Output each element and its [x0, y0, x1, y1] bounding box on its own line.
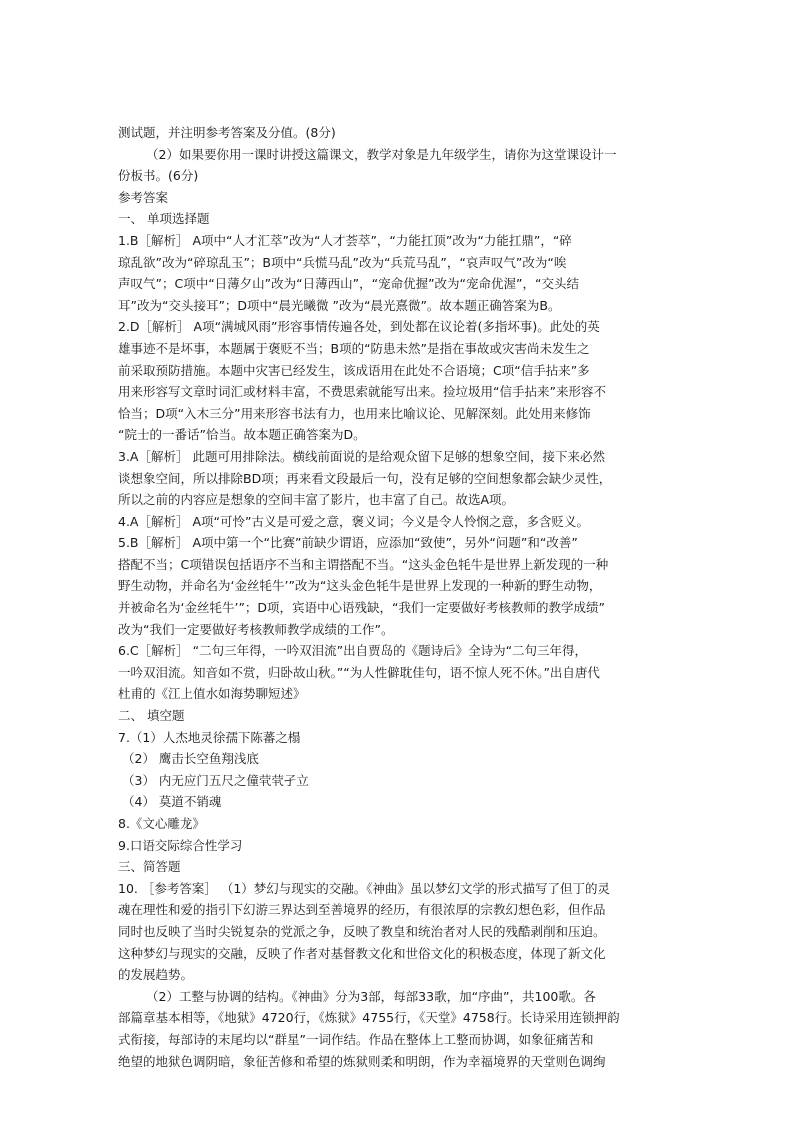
answer-line: 部篇章基本相等，《地狱》4720行，《炼狱》4755行，《天堂》4758行。长诗采用连锁押韵	[118, 1010, 620, 1026]
answer-line: 这种梦幻与现实的交融，反映了作者对基督教文化和世俗文化的积极态度，体现了新文化	[118, 945, 606, 961]
section-heading: 二、 填空题	[118, 708, 185, 724]
answer-line: 杜甫的《江上值水如海势聊短述》	[118, 686, 306, 702]
text-line: 测试题，并注明参考答案及分值。(8分)	[118, 125, 336, 140]
answer-line: 谈想象空间，所以排除BD项；再来看文段最后一句，没有足够的空间想象都会缺少灵性，	[118, 470, 612, 486]
answer-line: 前采取预防措施。本题中灾害已经发生，该成语用在此处不合语境；C项“信手拈来”多	[118, 362, 590, 378]
answer-line: （2） 鹰击长空鱼翔浅底	[122, 751, 259, 767]
answer-line: （4） 莫道不销魂	[122, 794, 222, 810]
answer-line: 7.（1）人杰地灵徐孺下陈蕃之榻	[118, 729, 301, 745]
answer-line: 用来形容写文章时词汇或材料丰富，不费思索就能写出来。捡垃圾用“信手拈来”来形容不	[118, 384, 606, 400]
answer-line: “院士的一番话”恰当。故本题正确答案为D。	[118, 427, 366, 443]
section-heading: 三、简答题	[118, 859, 181, 875]
answer-line: 8.《文心雕龙》	[118, 816, 205, 831]
answer-line: 的发展趋势。	[118, 967, 194, 983]
answer-line: 耳”改为“交头接耳”；D项中“晨光曦微 ”改为“晨光熹微”。故本题正确答案为B。	[118, 297, 561, 313]
document-page	[118, 122, 678, 1072]
answer-line: 同时也反映了当时尖锐复杂的党派之争，反映了教皇和统治者对人民的残酷剥削和压迫。	[118, 923, 606, 939]
answer-line: 雄事迹不是坏事，本题属于褒贬不当；B项的“防患未然”是指在事故或灾害尚未发生之	[118, 340, 590, 356]
answer-line: 所以之前的内容应是想象的空间丰富了影片，也丰富了自己。故选A项。	[118, 492, 515, 508]
answer-line: 声叹气”；C项中“日薄夕山”改为“日薄西山”，“宠命优握”改为“宠命优渥”，“交头结	[118, 276, 579, 292]
text-line: 份板书。(6分)	[118, 168, 199, 184]
answer-line: 搭配不当；C项错误包括语序不当和主谓搭配不当。“这头金色牦牛是世界上新发现的一种	[118, 556, 609, 572]
answer-line: 5.B［解析］ A项中第一个“比赛”前缺少谓语，应添加“致使”，另外“问题”和“改善”	[118, 535, 578, 551]
answer-line: 改为“我们一定要做好考核教师教学成绩的工作”。	[118, 621, 394, 637]
text-line: （2）如果要你用一课时讲授这篇课文，教学对象是九年级学生，请你为这堂课设计一	[146, 146, 617, 162]
answer-line: 9.口语交际综合性学习	[118, 837, 243, 853]
answer-line: 并被命名为‘金丝牦牛’”；D项，宾语中心语残缺，“我们一定要做好考核教师的教学成绩”	[118, 600, 606, 616]
answer-line: （3） 内无应门五尺之僮茕茕孑立	[122, 772, 309, 788]
answer-line: 恰当；D项“入木三分”用来形容书法有力，也用来比喻议论、见解深刻。此处用来修饰	[118, 405, 591, 421]
answer-line: 10. ［参考答案］ （1）梦幻与现实的交融。《神曲》虽以梦幻文学的形式描写了但丁的灵	[118, 880, 611, 896]
answer-line: 魂在理性和爱的指引下幻游三界达到至善境界的经历，有很浓厚的宗教幻想色彩，但作品	[118, 902, 606, 918]
answer-line: 6.C［解析］ “二句三年得，一吟双泪流”出自贾岛的《题诗后》全诗为“二句三年得，	[118, 643, 588, 659]
answer-line: 3.A［解析］ 此题可用排除法。横线前面说的是给观众留下足够的想象空间，接下来必然	[118, 448, 605, 464]
section-heading: 一、 单项选择题	[118, 211, 210, 227]
answer-line: （2）工整与协调的结构。《神曲》分为3部，每部33歌，加“序曲”，共100歌。各	[146, 988, 596, 1004]
answer-line: 2.D［解析］ A项“满城风雨”形容事情传遍各处，到处都在议论着(多指坏事)。此处的英	[118, 319, 600, 335]
answer-line: 绝望的地狱色调阴暗，象征苦修和希望的炼狱则柔和明朗，作为幸福境界的天堂则色调绚	[118, 1053, 606, 1069]
answer-line: 琼乱欲”改为“碎琼乱玉”；B项中“兵慌马乱”改为“兵荒马乱”，“哀声叹气”改为“唉	[118, 254, 567, 270]
answer-line: 野生动物，并命名为‘金丝牦牛’”改为“这头金色牦牛是世界上发现的一种新的野生动物，	[118, 578, 602, 594]
answer-line: 一吟双泪流。知音如不赏，归卧故山秋。”“为人性僻耽佳句，语不惊人死不休。”出自唐代	[118, 664, 600, 680]
answer-line: 式衔接，每部诗的末尾均以“群星”一词作结。作品在整体上工整而协调，如象征痛苦和	[118, 1031, 594, 1047]
section-heading: 参考答案	[118, 189, 169, 205]
answer-line: 1.B［解析］ A项中“人才汇萃”改为“人才荟萃”，“力能扛顶”改为“力能扛鼎”，“碎	[118, 232, 572, 248]
answer-line: 4.A［解析］ A项“可怜”古义是可爱之意，褒义词；今义是令人怜悯之意，多含贬义。	[118, 513, 589, 529]
